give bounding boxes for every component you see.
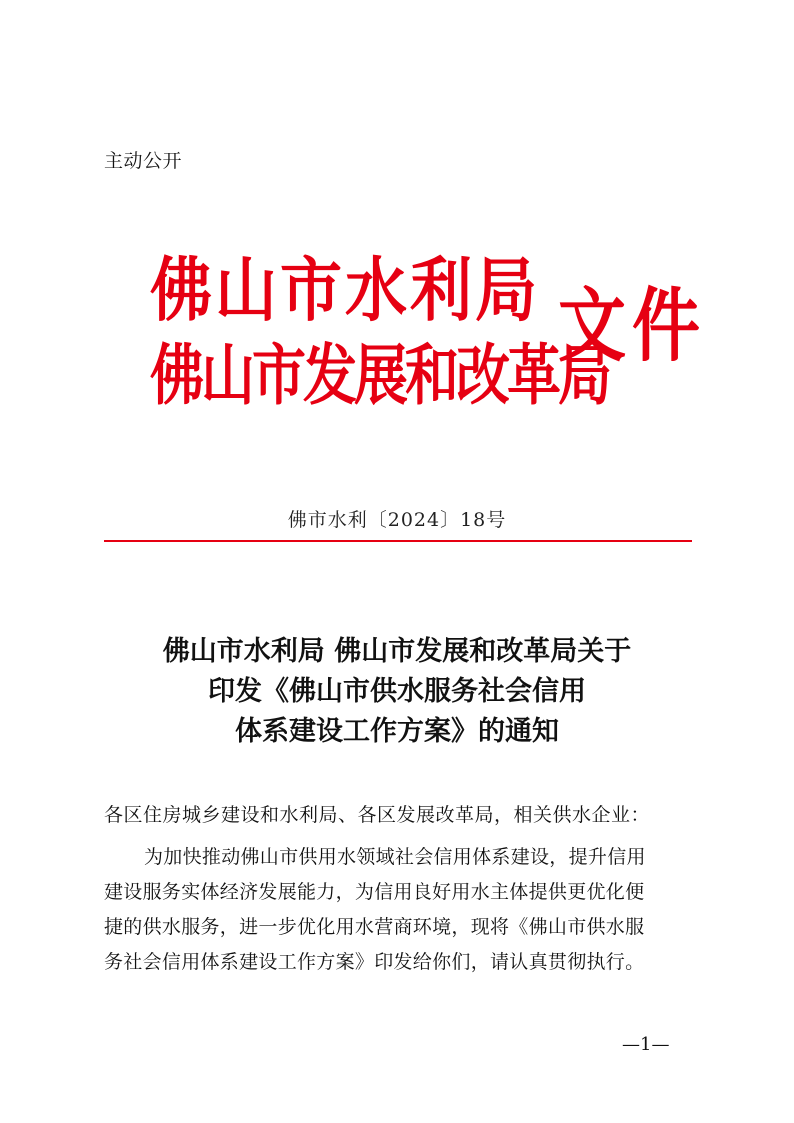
document-title (60, 632, 734, 752)
body-line: 务社会信用体系建设工作方案》印发给你们，请认真贯彻执行。 (104, 951, 645, 973)
red-divider-line (104, 540, 692, 542)
issuer-agency-1: 佛山市水利局 (150, 249, 541, 332)
body-line: 捷的供水服务，进一步优化用水营商环境，现将《佛山市供水服 (104, 916, 645, 938)
title-line: 印发《佛山市供水服务社会信用 (208, 676, 586, 707)
document-number: 佛市水利〔2024〕18号 (287, 509, 507, 531)
issuer-agency-2: 佛山市发展和改革局 (150, 335, 609, 414)
issuer-masthead (150, 250, 710, 420)
addressee-line: 各区住房城乡建设和水利局、各区发展改革局，相关供水企业： (104, 804, 651, 826)
title-line: 佛山市水利局 佛山市发展和改革局关于 (162, 636, 632, 667)
disclosure-label: 主动公开 (104, 150, 183, 172)
body-line: 为加快推动佛山市供用水领域社会信用体系建设，提升信用 (144, 846, 646, 868)
page-number: —1— (622, 1034, 670, 1055)
body-line: 建设服务实体经济发展能力，为信用良好用水主体提供更优化便 (104, 881, 645, 903)
title-line: 体系建设工作方案》的通知 (235, 716, 559, 747)
body-paragraph (104, 840, 694, 980)
issuer-doc-word: 文件 (558, 278, 707, 374)
